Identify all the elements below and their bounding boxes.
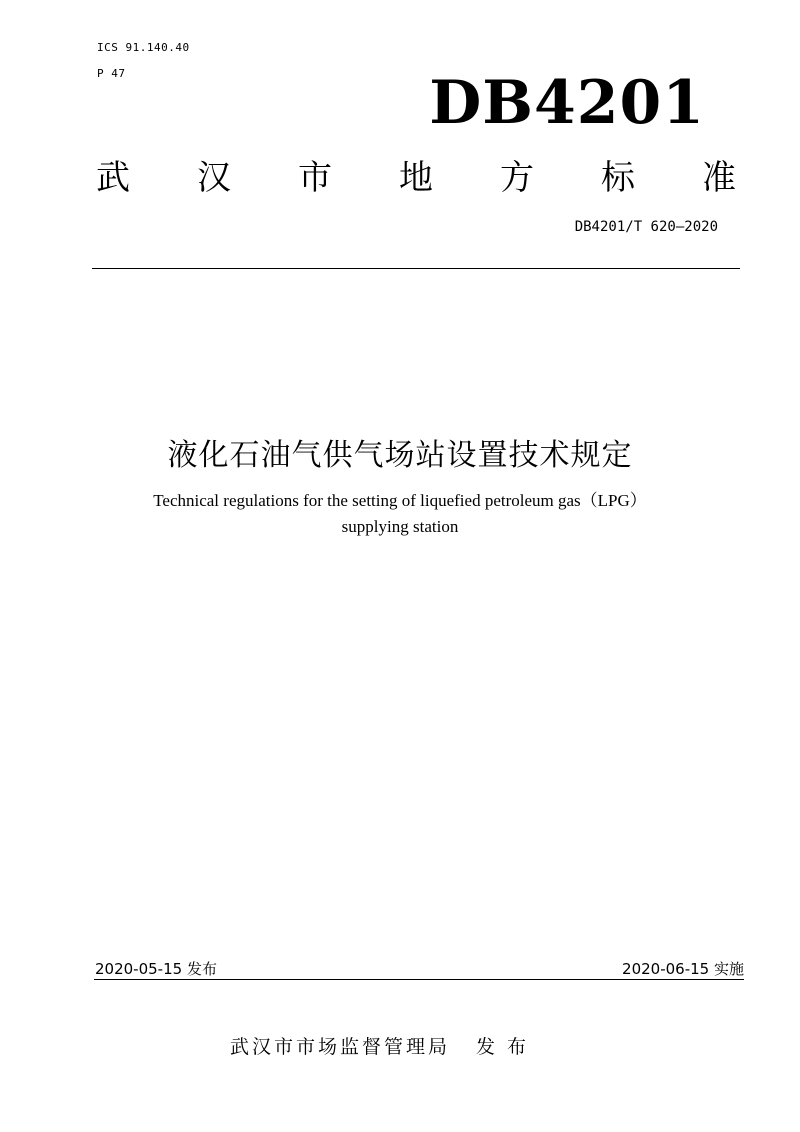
standard-type-char: 市 (298, 158, 332, 198)
standard-type-char: 方 (500, 158, 534, 198)
bottom-divider (94, 979, 744, 980)
standard-type-char: 武 (96, 158, 130, 198)
publisher-line (230, 1034, 529, 1060)
standard-type-char: 准 (702, 158, 736, 198)
standard-type-char: 地 (399, 158, 433, 198)
title-english (100, 488, 700, 540)
title-chinese: 液化石油气供气场站设置技术规定 (167, 438, 633, 473)
standard-type-char: 标 (601, 158, 635, 198)
title-english-line: Technical regulations for the setting of liquefied petroleum gas（LPG） (153, 491, 647, 510)
standard-number: DB4201/T 620—2020 (574, 219, 718, 235)
issue-date: 2020-05-15 发布 (95, 960, 217, 978)
standard-code-logo: DB4201 (429, 68, 705, 138)
ics-code: ICS 91.140.40 (97, 41, 190, 54)
title-english-line: supplying station (341, 517, 459, 536)
publisher-name: 武汉市市场监督管理局 (230, 1036, 451, 1058)
publisher-action: 发 布 (476, 1036, 530, 1058)
standard-type-heading (96, 156, 736, 200)
top-divider (92, 268, 740, 269)
standard-type-char: 汉 (197, 158, 231, 198)
ccs-code: P 47 (97, 67, 126, 80)
implementation-date: 2020-06-15 实施 (622, 960, 744, 978)
